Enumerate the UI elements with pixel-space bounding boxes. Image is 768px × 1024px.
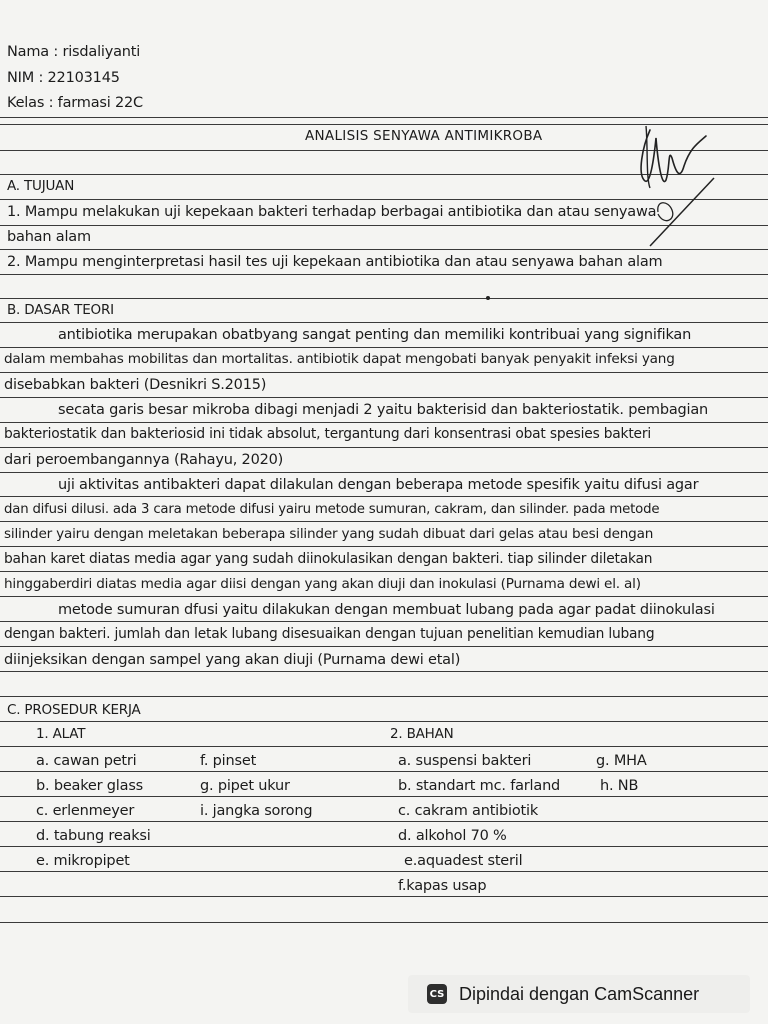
bahan-item: e.aquadest steril: [404, 853, 523, 869]
alat-item: b. beaker glass: [36, 778, 144, 794]
alat-item: e. mikropipet: [36, 853, 130, 869]
teori-line: antibiotika merupakan obatbyang sangat penting dan memiliki kontribuai yang signifikan: [58, 327, 692, 343]
teori-line: bakteriostatik dan bakteriosid ini tidak absolut, tergantung dari konsentrasi obat spesies bakteri: [4, 426, 651, 442]
ruled-line: [0, 496, 768, 497]
bahan-item: d. alkohol 70 %: [398, 828, 507, 844]
teori-line: secata garis besar mikroba dibagi menjadi 2 yaitu bakterisid dan bakteriostatik. pembagian: [58, 402, 709, 418]
bahan-item: g. MHA: [596, 753, 647, 769]
teori-line: hinggaberdiri diatas media agar diisi dengan yang akan diuji dan inokulasi (Purnama dewi el. al): [4, 576, 641, 592]
teori-line: uji aktivitas antibakteri dapat dilakulan dengan beberapa metode spesifik yaitu difusi agar: [58, 477, 699, 493]
ink-dot: [486, 296, 490, 300]
ruled-line: [0, 447, 768, 448]
ruled-line: [0, 274, 768, 275]
alat-item: g. pipet ukur: [200, 778, 290, 794]
ruled-line: [0, 422, 768, 423]
student-class: Kelas : farmasi 22C: [7, 95, 143, 111]
section-heading-dasar-teori: B. DASAR TEORI: [7, 302, 114, 318]
ruled-line: [0, 771, 768, 772]
student-nim: NIM : 22103145: [7, 70, 120, 86]
teori-line: diinjeksikan dengan sampel yang akan diuji (Purnama dewi etal): [4, 652, 461, 668]
camscanner-watermark: [408, 975, 750, 1013]
alat-item: c. erlenmeyer: [36, 803, 135, 819]
tujuan-line: 1. Mampu melakukan uji kepekaan bakteri terhadap berbagai antibiotika dan atau senyawa: [7, 204, 657, 220]
ruled-line: [0, 796, 768, 797]
bahan-item: h. NB: [600, 778, 639, 794]
ruled-line: [0, 596, 768, 597]
alat-heading: 1. ALAT: [36, 726, 86, 742]
ruled-line: [0, 721, 768, 722]
bahan-item: c. cakram antibiotik: [398, 803, 539, 819]
ruled-line: [0, 746, 768, 747]
ruled-line: [0, 896, 768, 897]
teori-line: bahan karet diatas media agar yang sudah diinokulasikan dengan bakteri. tiap silinder diletakan: [4, 551, 653, 567]
ruled-line: [0, 846, 768, 847]
section-heading-tujuan: A. TUJUAN: [7, 178, 75, 194]
ruled-line: [0, 922, 768, 923]
ruled-line: [0, 696, 768, 697]
section-heading-prosedur: C. PROSEDUR KERJA: [7, 702, 141, 718]
tujuan-line: bahan alam: [7, 229, 91, 245]
alat-item: f. pinset: [200, 753, 257, 769]
ruled-line: [0, 646, 768, 647]
bahan-item: f.kapas usap: [398, 878, 487, 894]
ruled-line: [0, 871, 768, 872]
bahan-heading: 2. BAHAN: [390, 726, 454, 742]
teori-line: silinder yairu dengan meletakan beberapa silinder yang sudah dibuat dari gelas atau besi dengan: [4, 526, 654, 542]
ruled-line: [0, 821, 768, 822]
ruled-line: [0, 546, 768, 547]
ruled-line: [0, 521, 768, 522]
ruled-line: [0, 671, 768, 672]
ruled-line: [0, 322, 768, 323]
bahan-item: a. suspensi bakteri: [398, 753, 532, 769]
camscanner-label: Dipindai dengan CamScanner: [459, 983, 700, 1004]
ruled-line: [0, 397, 768, 398]
ruled-line: [0, 571, 768, 572]
ruled-line: [0, 347, 768, 348]
bahan-item: b. standart mc. farland: [398, 778, 561, 794]
teori-line: metode sumuran dfusi yaitu dilakukan dengan membuat lubang pada agar padat diinokulasi: [58, 602, 715, 618]
page-title: ANALISIS SENYAWA ANTIMIKROBA: [305, 128, 543, 144]
teori-line: dalam membahas mobilitas dan mortalitas. antibiotik dapat mengobati banyak penyakit infeksi yang: [4, 351, 675, 367]
teori-line: disebabkan bakteri (Desnikri S.2015): [4, 377, 267, 393]
camscanner-logo-icon: CS: [427, 984, 447, 1004]
teori-line: dengan bakteri. jumlah dan letak lubang disesuaikan dengan tujuan penelitian kemudian lubang: [4, 626, 655, 642]
alat-item: i. jangka sorong: [200, 803, 313, 819]
alat-item: d. tabung reaksi: [36, 828, 151, 844]
teori-line: dan difusi dilusi. ada 3 cara metode difusi yairu metode sumuran, cakram, dan silinder. pada metode: [4, 502, 660, 517]
ruled-line: [0, 621, 768, 622]
ruled-line: [0, 472, 768, 473]
tujuan-line: 2. Mampu menginterpretasi hasil tes uji kepekaan antibiotika dan atau senyawa bahan alam: [7, 254, 663, 270]
alat-item: a. cawan petri: [36, 753, 137, 769]
signature-mark: [628, 118, 720, 248]
ruled-line: [0, 298, 768, 299]
ruled-line: [0, 249, 768, 250]
student-name: Nama : risdaliyanti: [7, 44, 141, 60]
teori-line: dari peroembangannya (Rahayu, 2020): [4, 452, 284, 468]
ruled-line: [0, 372, 768, 373]
